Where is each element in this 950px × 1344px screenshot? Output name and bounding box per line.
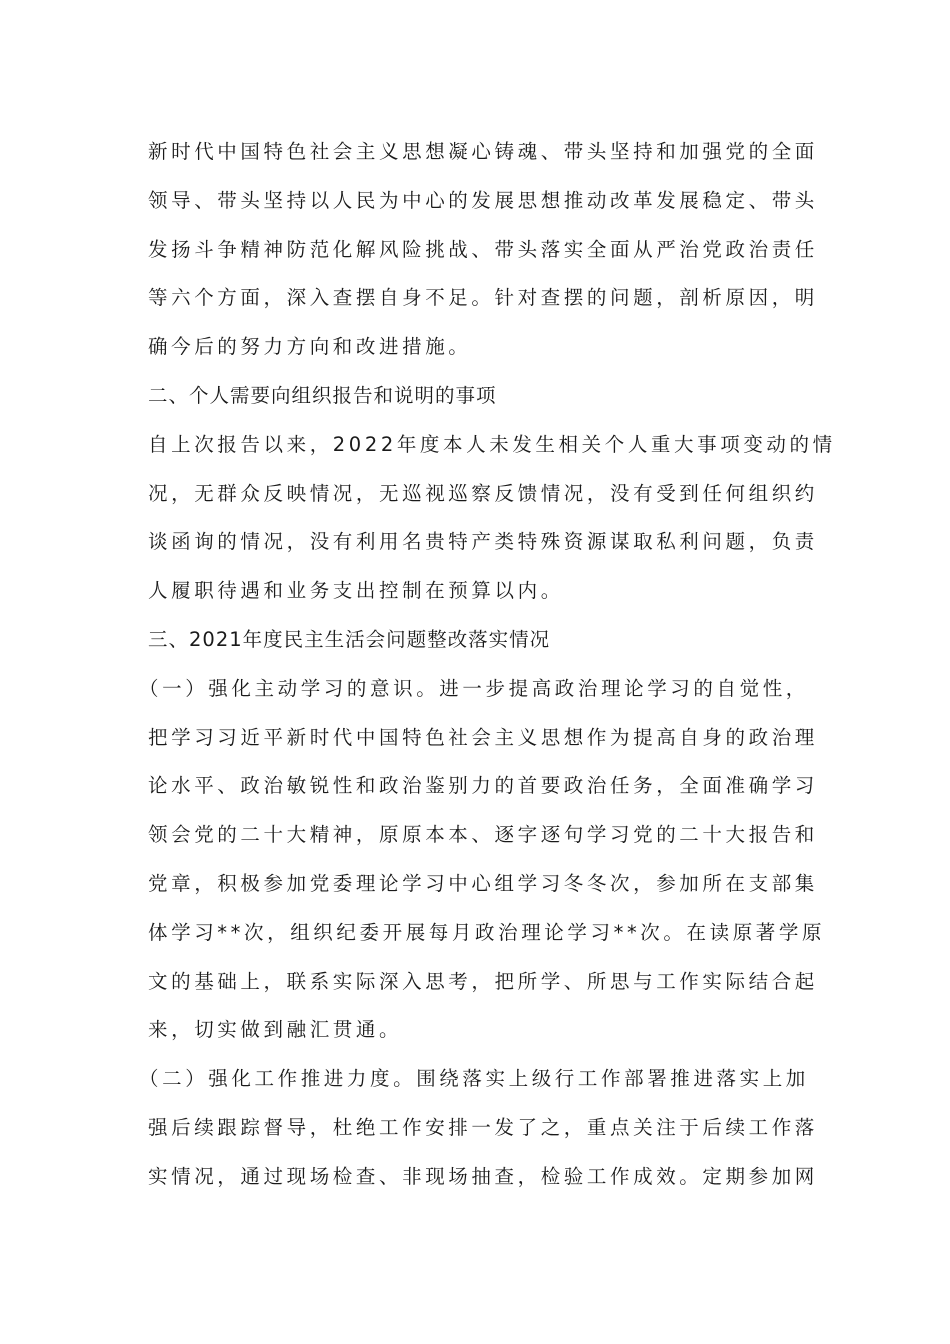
paragraph-line: 体学习**次，组织纪委开展每月政治理论学习**次。在读原著学原 xyxy=(148,920,826,944)
paragraph-line: 强后续跟踪督导，杜绝工作安排一发了之，重点关注于后续工作落 xyxy=(148,1115,818,1139)
paragraph-line: 把学习习近平新时代中国特色社会主义思想作为提高自身的政治理 xyxy=(148,725,818,749)
paragraph-line: 文的基础上，联系实际深入思考，把所学、所思与工作实际结合起 xyxy=(148,969,818,993)
paragraph-line: 等六个方面，深入查摆自身不足。针对查摆的问题，剖析原因，明 xyxy=(148,286,818,310)
subsection-heading-1: （一）强化主动学习的意识。进一步提高政治理论学习的自觉性， xyxy=(139,676,809,700)
document-body xyxy=(139,128,836,1202)
paragraph-line: 领导、带头坚持以人民为中心的发展思想推动改革发展稳定、带头 xyxy=(148,188,818,212)
paragraph-line: 领会党的二十大精神，原原本本、逐字逐句学习党的二十大报告和 xyxy=(148,823,818,847)
subsection-heading-2: （二）强化工作推进力度。围绕落实上级行工作部署推进落实上加 xyxy=(139,1067,809,1091)
paragraph-line: 党章，积极参加党委理论学习中心组学习冬冬次，参加所在支部集 xyxy=(148,871,818,895)
paragraph-line: 人履职待遇和业务支出控制在预算以内。 xyxy=(148,579,564,603)
section-heading-3: 三、2021年度民主生活会问题整改落实情况 xyxy=(148,627,551,651)
paragraph-line: 发扬斗争精神防范化解风险挑战、带头落实全面从严治党政治责任 xyxy=(148,237,818,261)
paragraph-line: 来，切实做到融汇贯通。 xyxy=(148,1018,403,1042)
section-heading-2: 二、个人需要向组织报告和说明的事项 xyxy=(148,383,497,407)
paragraph-line: 实情况，通过现场检查、非现场抽查，检验工作成效。定期参加网 xyxy=(148,1164,818,1188)
paragraph-line: 自上次报告以来，2022年度本人未发生相关个人重大事项变动的情 xyxy=(148,432,836,456)
paragraph-line: 谈函询的情况，没有利用名贵特产类特殊资源谋取私利问题，负责 xyxy=(148,530,818,554)
paragraph-line: 确今后的努力方向和改进措施。 xyxy=(148,335,472,359)
paragraph-line: 新时代中国特色社会主义思想凝心铸魂、带头坚持和加强党的全面 xyxy=(148,140,818,163)
paragraph-line: 况，无群众反映情况，无巡视巡察反馈情况，没有受到任何组织约 xyxy=(148,481,818,505)
paragraph-line: 论水平、政治敏锐性和政治鉴别力的首要政治任务，全面准确学习 xyxy=(148,774,818,798)
